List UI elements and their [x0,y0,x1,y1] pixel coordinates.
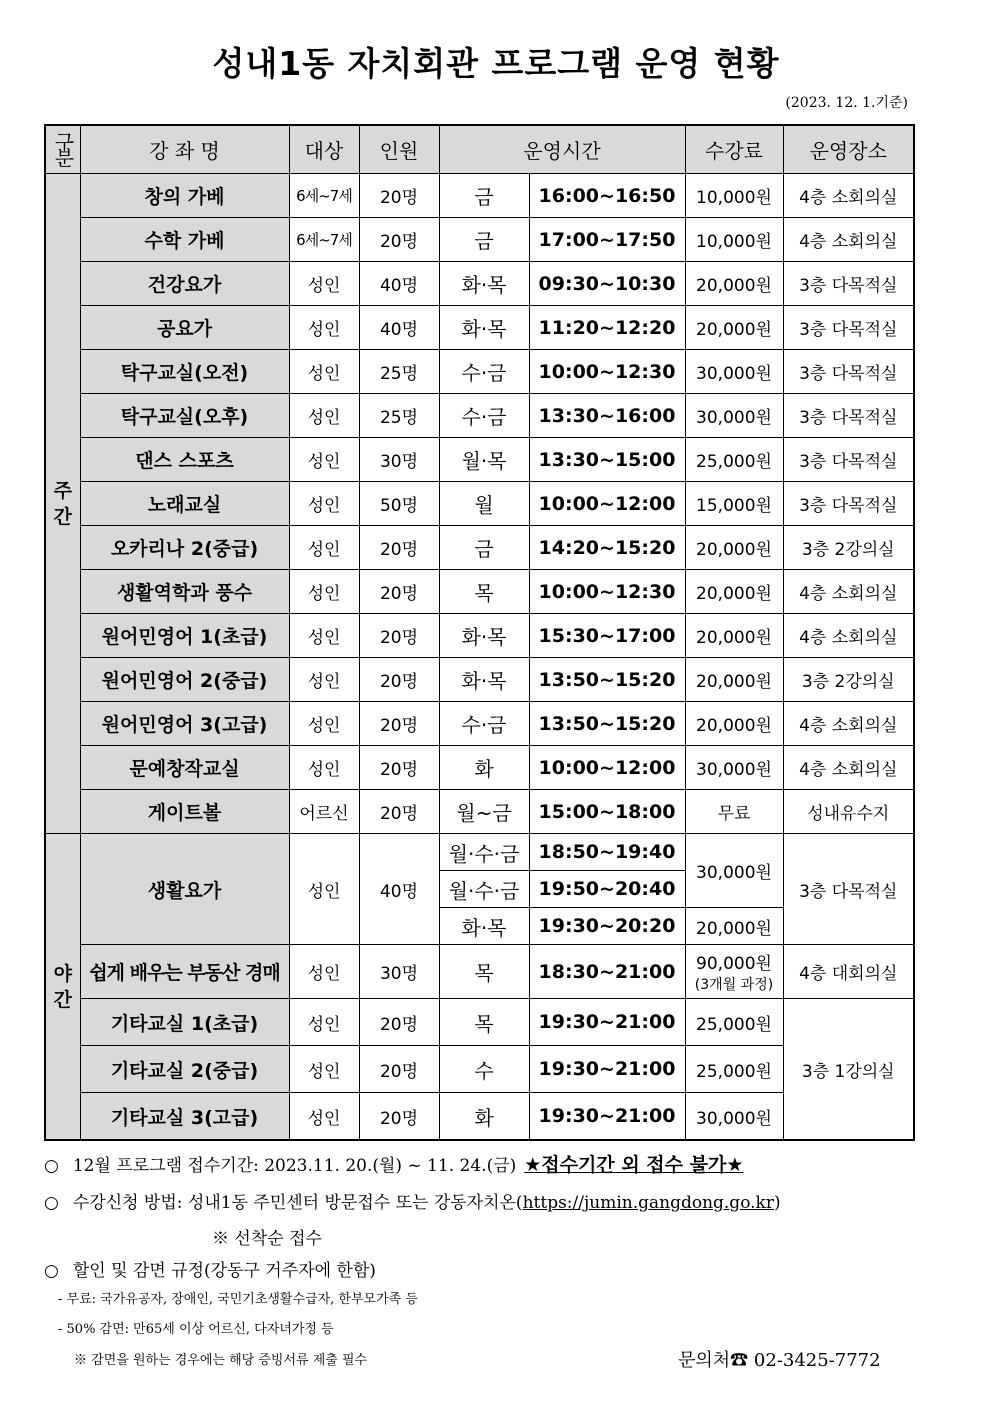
program-capacity: 25명 [359,394,439,438]
program-capacity: 20명 [359,1093,439,1141]
program-time: 19:30~20:20 [529,908,685,945]
table-row [45,218,914,262]
program-fee: 20,000원 [685,570,783,614]
program-capacity: 20명 [359,790,439,834]
table-row [45,526,914,570]
program-place: 4층 소회의실 [783,174,914,218]
program-time: 19:50~20:40 [529,871,685,908]
program-target: 성인 [289,1046,359,1093]
discount-title: 할인 및 감면 규정(강동구 거주자에 한함) [72,1261,376,1281]
program-name: 공요가 [80,306,289,350]
program-time: 10:00~12:30 [529,350,685,394]
program-target: 성인 [289,614,359,658]
program-capacity: 20명 [359,999,439,1046]
as-of-date: (2023. 12. 1.기준) [785,95,908,111]
program-time: 10:00~12:00 [529,746,685,790]
table-row [45,945,914,999]
program-time: 13:30~16:00 [529,394,685,438]
page-title: 성내1동 자치회관 프로그램 운영 현황 [212,44,780,83]
program-target: 성인 [289,945,359,999]
program-time: 09:30~10:30 [529,262,685,306]
program-fee: 30,000원 [685,1093,783,1141]
program-place: 성내유수지 [783,790,914,834]
program-capacity: 20명 [359,614,439,658]
program-place: 4층 소회의실 [783,614,914,658]
apply-method: 수강신청 방법: 성내1동 주민센터 방문접수 또는 강동자치온( [72,1193,523,1213]
table-row [45,306,914,350]
program-capacity: 50명 [359,482,439,526]
program-target: 성인 [289,350,359,394]
program-time: 16:00~16:50 [529,174,685,218]
program-place: 3층 다목적실 [783,306,914,350]
table-row [45,482,914,526]
program-time: 15:00~18:00 [529,790,685,834]
program-name: 원어민영어 3(고급) [80,702,289,746]
header-time: 운영시간 [439,125,685,174]
table-row [45,350,914,394]
program-fee: 20,000원 [685,908,783,945]
program-target: 성인 [289,570,359,614]
program-place: 4층 소회의실 [783,218,914,262]
table-row [45,394,914,438]
program-place: 4층 대회의실 [783,945,914,999]
program-days: 목 [439,945,529,999]
note-apply [44,1188,781,1213]
program-fee: 20,000원 [685,306,783,350]
program-days: 화·목 [439,614,529,658]
table-row [45,658,914,702]
discount-half: - 50% 감면: 만65세 이상 어르신, 다자녀가정 등 [58,1322,334,1337]
bullet-icon: ○ [44,1193,59,1213]
program-days: 월 [439,482,529,526]
program-name: 오카리나 2(중급) [80,526,289,570]
program-days: 화·목 [439,908,529,945]
table-row [45,570,914,614]
program-time: 17:00~17:50 [529,218,685,262]
program-days: 수·금 [439,394,529,438]
program-time: 19:30~21:00 [529,1093,685,1141]
program-target: 6세~7세 [289,218,359,262]
program-target: 성인 [289,438,359,482]
header-target: 대상 [289,125,359,174]
program-days: 금 [439,218,529,262]
program-days: 화 [439,746,529,790]
program-days: 화·목 [439,262,529,306]
program-days: 화·목 [439,306,529,350]
program-name: 쉽게 배우는 부동산 경매 [80,945,289,999]
program-name: 탁구교실(오전) [80,350,289,394]
program-time: 14:20~15:20 [529,526,685,570]
header-capacity: 인원 [359,125,439,174]
program-capacity: 20명 [359,1046,439,1093]
program-time: 10:00~12:30 [529,570,685,614]
program-time: 13:50~15:20 [529,702,685,746]
contact-info: 문의처☎ 02-3425-7772 [678,1350,881,1371]
program-place: 3층 다목적실 [783,350,914,394]
program-days: 화 [439,1093,529,1141]
program-place: 3층 다목적실 [783,482,914,526]
registration-warning: ★접수기간 외 접수 불가★ [524,1154,744,1176]
program-place: 3층 다목적실 [783,834,914,945]
program-name: 문예창작교실 [80,746,289,790]
program-capacity: 20명 [359,174,439,218]
program-fee: 20,000원 [685,658,783,702]
note-discount [44,1256,376,1281]
program-target: 성인 [289,526,359,570]
program-days: 수·금 [439,702,529,746]
program-fee: 20,000원 [685,262,783,306]
program-name: 기타교실 3(고급) [80,1093,289,1141]
program-target: 성인 [289,306,359,350]
table-row [45,834,914,871]
program-place: 3층 다목적실 [783,394,914,438]
program-target: 성인 [289,1093,359,1141]
program-fee: 무료 [685,790,783,834]
program-fee: 30,000원 [685,746,783,790]
table-row [45,614,914,658]
first-come-note: ※ 선착순 접수 [212,1229,322,1249]
program-name: 탁구교실(오후) [80,394,289,438]
header-name: 강 좌 명 [80,125,289,174]
program-days: 목 [439,570,529,614]
program-time: 18:30~21:00 [529,945,685,999]
program-days: 월·수·금 [439,871,529,908]
program-time: 13:30~15:00 [529,438,685,482]
program-place: 4층 소회의실 [783,746,914,790]
table-row [45,702,914,746]
program-name: 기타교실 2(중급) [80,1046,289,1093]
table-row [45,746,914,790]
program-fee: 25,000원 [685,999,783,1046]
program-days: 수·금 [439,350,529,394]
header-fee: 수강료 [685,125,783,174]
program-target: 어르신 [289,790,359,834]
registration-period: 12월 프로그램 접수기간: 2023.11. 20.(월) ~ 11. 24.(금) [72,1156,517,1176]
program-capacity: 30명 [359,945,439,999]
apply-close: ) [773,1193,781,1213]
program-target: 성인 [289,834,359,945]
fee-amount: 90,000원 [696,954,772,974]
program-days: 월~금 [439,790,529,834]
program-days: 수 [439,1046,529,1093]
header-row [45,125,914,174]
header-place: 운영장소 [783,125,914,174]
category-night: 야간 [45,834,80,1141]
program-place: 4층 소회의실 [783,570,914,614]
table-row [45,790,914,834]
program-days: 목 [439,999,529,1046]
program-fee: 10,000원 [685,174,783,218]
program-name: 노래교실 [80,482,289,526]
discount-free: - 무료: 국가유공자, 장애인, 국민기초생활수급자, 한부모가족 등 [58,1292,418,1307]
program-name: 기타교실 1(초급) [80,999,289,1046]
discount-proof: ※ 감면을 원하는 경우에는 해당 증빙서류 제출 필수 [74,1353,368,1368]
program-capacity: 40명 [359,262,439,306]
program-capacity: 20명 [359,570,439,614]
program-target: 성인 [289,702,359,746]
fee-note: (3개월 과정) [694,977,774,993]
program-fee: 30,000원 [685,350,783,394]
program-time: 13:50~15:20 [529,658,685,702]
program-capacity: 20명 [359,658,439,702]
program-place: 3층 2강의실 [783,658,914,702]
program-place: 4층 소회의실 [783,702,914,746]
program-fee: 20,000원 [685,614,783,658]
program-time: 10:00~12:00 [529,482,685,526]
category-day: 주간 [45,174,80,834]
program-target: 성인 [289,262,359,306]
program-name: 수학 가베 [80,218,289,262]
program-name: 창의 가베 [80,174,289,218]
program-fee [685,945,783,999]
program-capacity: 30명 [359,438,439,482]
program-place: 3층 1강의실 [783,999,914,1141]
program-days: 금 [439,526,529,570]
bullet-icon: ○ [44,1261,59,1281]
table-row [45,262,914,306]
program-target: 6세~7세 [289,174,359,218]
table-row [45,174,914,218]
program-capacity: 40명 [359,306,439,350]
program-capacity: 20명 [359,702,439,746]
program-time: 18:50~19:40 [529,834,685,871]
program-fee: 15,000원 [685,482,783,526]
program-time: 19:30~21:00 [529,1046,685,1093]
program-name: 댄스 스포츠 [80,438,289,482]
program-capacity: 40명 [359,834,439,945]
program-days: 화·목 [439,658,529,702]
program-days: 금 [439,174,529,218]
program-capacity: 25명 [359,350,439,394]
program-name: 게이트볼 [80,790,289,834]
program-time: 15:30~17:00 [529,614,685,658]
program-name: 원어민영어 1(초급) [80,614,289,658]
table-row [45,438,914,482]
program-fee: 30,000원 [685,834,783,908]
program-name: 원어민영어 2(중급) [80,658,289,702]
program-capacity: 20명 [359,526,439,570]
header-gubun: 구분 [45,125,80,174]
program-target: 성인 [289,999,359,1046]
program-fee: 30,000원 [685,394,783,438]
program-fee: 25,000원 [685,1046,783,1093]
program-days: 월·수·금 [439,834,529,871]
program-target: 성인 [289,746,359,790]
apply-link[interactable]: https://jumin.gangdong.go.kr [522,1193,774,1213]
program-fee: 20,000원 [685,702,783,746]
program-name: 생활요가 [80,834,289,945]
bullet-icon: ○ [44,1156,59,1176]
note-registration [44,1150,743,1177]
program-place: 3층 2강의실 [783,526,914,570]
program-time: 19:30~21:00 [529,999,685,1046]
program-name: 생활역학과 풍수 [80,570,289,614]
program-target: 성인 [289,482,359,526]
program-target: 성인 [289,394,359,438]
program-time: 11:20~12:20 [529,306,685,350]
program-fee: 20,000원 [685,526,783,570]
program-place: 3층 다목적실 [783,438,914,482]
program-fee: 10,000원 [685,218,783,262]
program-fee: 25,000원 [685,438,783,482]
program-capacity: 20명 [359,218,439,262]
program-name: 건강요가 [80,262,289,306]
program-table [44,124,915,1141]
program-place: 3층 다목적실 [783,262,914,306]
program-days: 월·목 [439,438,529,482]
program-target: 성인 [289,658,359,702]
table-row [45,999,914,1046]
program-capacity: 20명 [359,746,439,790]
